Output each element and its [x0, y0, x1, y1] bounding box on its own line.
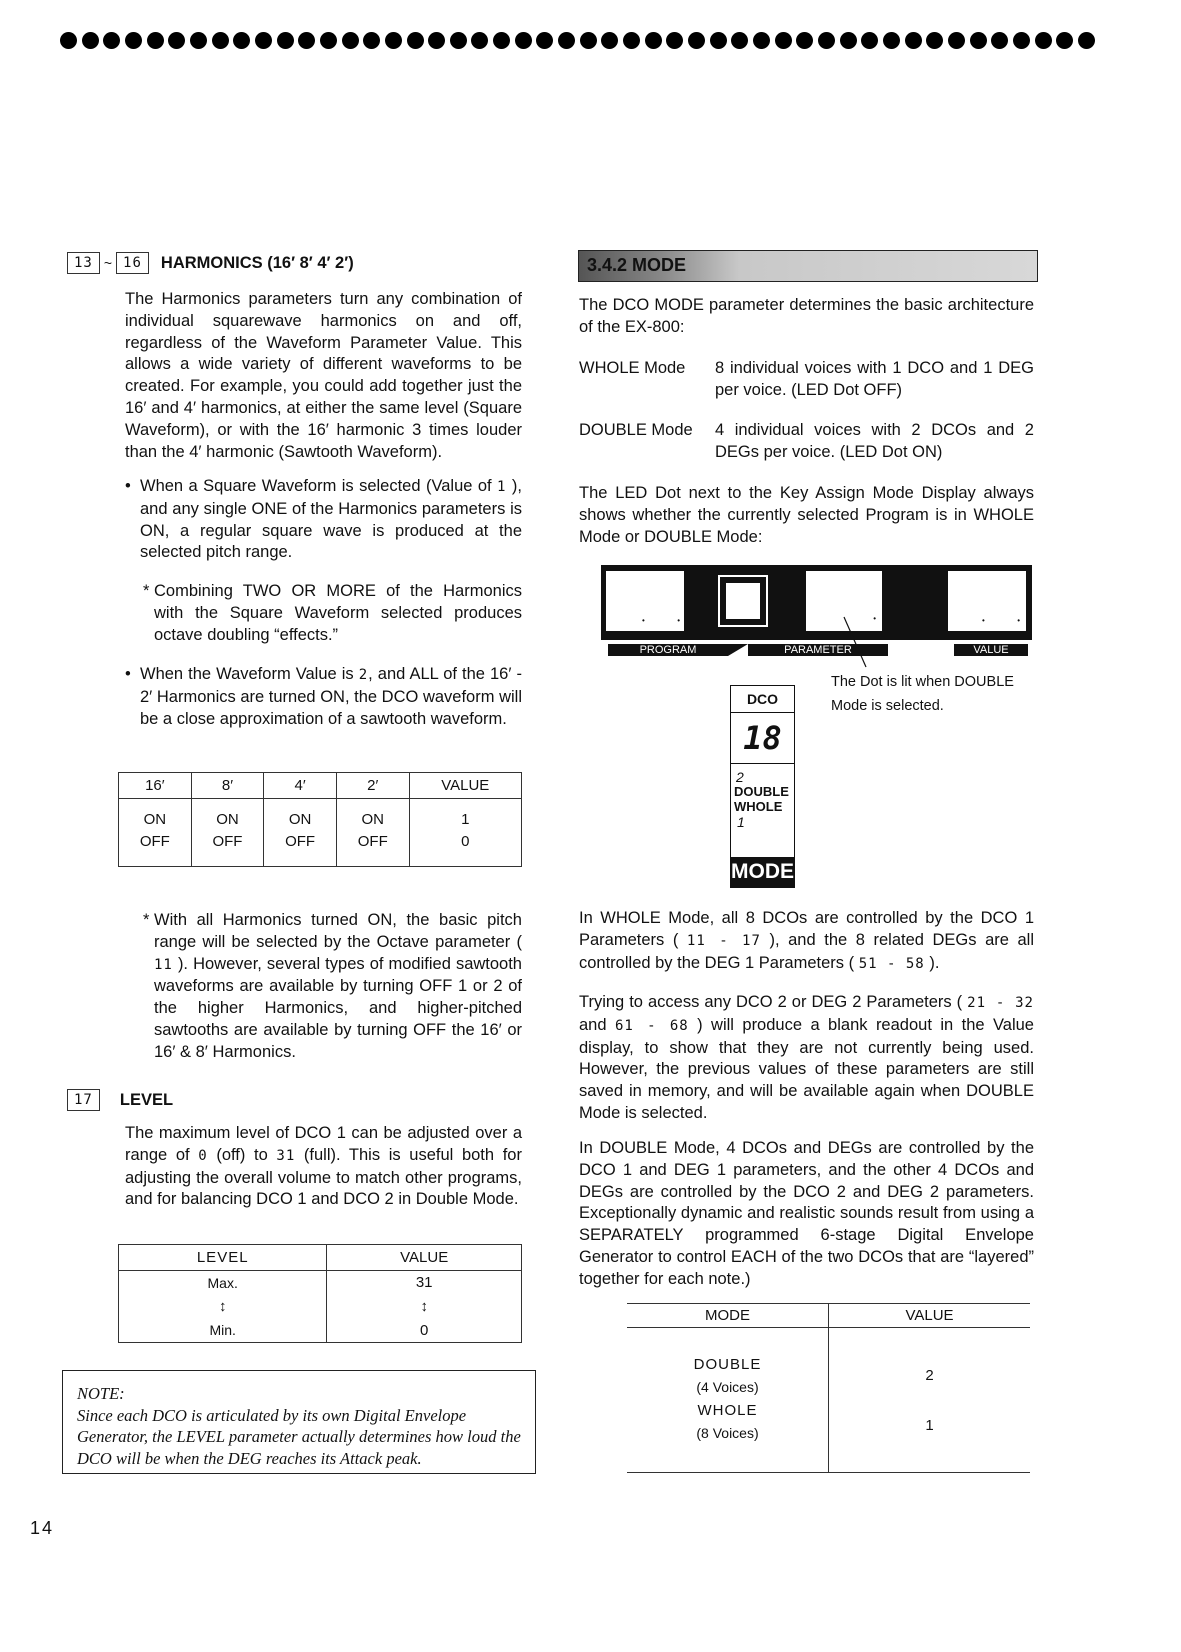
- range-tilde: ~: [103, 255, 113, 271]
- note-box: [62, 1370, 536, 1474]
- seg-value: 21 - 32: [967, 995, 1034, 1011]
- mode-intro: The DCO MODE parameter determines the basic architecture of the EX-800:: [579, 296, 1034, 336]
- border-dot: [926, 32, 943, 49]
- border-dot: [883, 32, 900, 49]
- table-row: Max. 31: [119, 1271, 522, 1295]
- seg-value: 2: [358, 667, 369, 683]
- note-label: NOTE:: [77, 1384, 125, 1403]
- border-dot: [861, 32, 878, 49]
- border-dot: [796, 32, 813, 49]
- double-value: 2: [736, 769, 744, 785]
- border-dot: [948, 32, 965, 49]
- level-paragraph: The maximum level of DCO 1 can be adjusted over a range of 0 (off) to 31 (full). This is useful both for adjusting the overall volume to match other programs, and for balancing DCO 1 and DCO 2 in Double Mode.: [125, 1124, 522, 1209]
- border-dot: [558, 32, 575, 49]
- border-dot: [601, 32, 618, 49]
- border-dot: [1035, 32, 1052, 49]
- note-paragraph: * With all Harmonics turned ON, the basic pitch range will be selected by the Octave parameter ( 11 ). However, several types of modified sawtooth waveforms are available by turning OFF 1 or 2 of the higher Harmonics, and higher-pitched sawtooths are available by turning OFF the 16′ or 16′ & 8′ Harmonics.: [143, 911, 522, 1061]
- table-header: 2′: [336, 773, 409, 799]
- border-dot: [1078, 32, 1095, 49]
- dco-number: 18: [731, 713, 794, 764]
- harmonics-table: [118, 772, 522, 867]
- border-dot: [147, 32, 164, 49]
- border-dot: [775, 32, 792, 49]
- border-dot: [342, 32, 359, 49]
- table-header: 4′: [264, 773, 337, 799]
- border-dot: [255, 32, 272, 49]
- table-header: VALUE: [905, 1307, 954, 1324]
- seg-value: 61 - 68: [614, 1017, 689, 1034]
- border-dot: [320, 32, 337, 49]
- panel-caption: The Dot is lit when DOUBLE Mode is selected.: [831, 674, 1014, 714]
- level-heading: [67, 1089, 173, 1111]
- table-row: OFF OFF OFF OFF 0: [119, 829, 522, 867]
- border-dot: [233, 32, 250, 49]
- border-dot: [688, 32, 705, 49]
- border-dot: [493, 32, 510, 49]
- border-dot: [666, 32, 683, 49]
- harmonics-paragraph: The Harmonics parameters turn any combination of individual squarewave harmonics on and off, regardless of the Waveform Parameter Value. This allows a wide variety of different waveforms to be created. For example, you could add together just the 16′ and 4′ harmonics, at either the same level (Square Waveform), or with the 16′ harmonic 3 times louder than the 4′ harmonic (Sawtooth Waveform).: [125, 290, 522, 461]
- double-label: DOUBLE: [734, 784, 789, 799]
- access-paragraph: Trying to access any DCO 2 or DEG 2 Parameters ( 21 - 32 and 61 - 68 ) will produce a blank readout in the Value display, to show that they are not currently being used. However, the previous values of these parameters are still saved in memory, and will be available again when DOUBLE Mode is selected.: [579, 993, 1034, 1122]
- harmonics-heading: [67, 252, 354, 274]
- value-label: VALUE: [954, 644, 1028, 656]
- whole-value: 1: [737, 814, 745, 830]
- param-box: 17: [67, 1089, 100, 1111]
- table-header: MODE: [705, 1307, 750, 1324]
- border-dot: [385, 32, 402, 49]
- border-dot: [536, 32, 553, 49]
- border-dot: [298, 32, 315, 49]
- section-header: 3.4.2 MODE: [587, 255, 687, 275]
- border-dot: [428, 32, 445, 49]
- table-header: LEVEL: [119, 1245, 327, 1271]
- mode-table: [627, 1303, 1030, 1473]
- border-dot: [60, 32, 77, 49]
- table-row: DOUBLE (4 Voices) WHOLE (8 Voices): [693, 1356, 762, 1441]
- parameter-display: •: [806, 571, 882, 631]
- led-paragraph: The LED Dot next to the Key Assign Mode Display always shows whether the currently selected Program is in WHOLE Mode or DOUBLE Mode:: [579, 484, 1034, 546]
- seg-value: 31: [276, 1147, 296, 1164]
- border-dot: [363, 32, 380, 49]
- border-dot: [190, 32, 207, 49]
- dco-label: DCO: [731, 686, 794, 713]
- table-row: ON ON ON ON 1: [119, 799, 522, 829]
- border-dot: [840, 32, 857, 49]
- border-dot: [212, 32, 229, 49]
- mode-definition-whole: WHOLE Mode 8 individual voices with 1 DCO and 1 DEG per voice. (LED Dot OFF): [579, 359, 1034, 399]
- level-table: [118, 1244, 522, 1343]
- seg-value: 51 - 58: [858, 955, 925, 972]
- border-dot: [82, 32, 99, 49]
- section-title: HARMONICS (16′ 8′ 4′ 2′): [160, 253, 354, 272]
- border-dot: [1056, 32, 1073, 49]
- border-dot: [168, 32, 185, 49]
- page-number: 14: [30, 1518, 55, 1538]
- border-dot: [645, 32, 662, 49]
- seg-value: 11 - 17: [686, 932, 761, 949]
- front-panel: [601, 565, 1032, 640]
- border-dot: [407, 32, 424, 49]
- panel-label-strip: [608, 644, 1028, 658]
- border-dot: [471, 32, 488, 49]
- note-text: Since each DCO is articulated by its own Digital Envelope Generator, the LEVEL parameter actually determines how loud the DCO will be when the DEG reaches its Attack peak.: [77, 1405, 521, 1468]
- table-header: VALUE: [327, 1245, 522, 1271]
- border-dot: [970, 32, 987, 49]
- mode-key: [730, 685, 795, 888]
- section-header-bar: [578, 250, 1038, 282]
- whole-mode-paragraph: In WHOLE Mode, all 8 DCOs are controlled by the DCO 1 Parameters ( 11 - 17 ), and the 8 related DEGs are all controlled by the DEG 1 Parameters ( 51 - 58 ).: [579, 909, 1034, 972]
- table-row: ↕ ↕: [119, 1295, 522, 1319]
- bullet-paragraph: • When a Square Waveform is selected (Value of 1 ), and any single ONE of the Harmonics parameters is ON, a regular square wave is produced at the selected pitch range.: [125, 477, 522, 562]
- value-display: • •: [948, 571, 1026, 631]
- border-dot: [103, 32, 120, 49]
- border-dot: [450, 32, 467, 49]
- mode-definition-double: DOUBLE Mode 4 individual voices with 2 DCOs and 2 DEGs per voice. (LED Dot ON): [579, 421, 1034, 461]
- double-mode-paragraph: In DOUBLE Mode, 4 DCOs and DEGs are controlled by the DCO 1 and DEG 1 parameters, and the other 4 DCOs and DEGs are controlled by the DCO 2 and DEG 2 parameters. Exceptionally dynamic and realistic sounds result from using a SEPARATELY programmed 6-stage Digital Envelope Generator to control EACH of the two DCOs that are “layered” together for each note.): [579, 1139, 1034, 1288]
- border-dot: [277, 32, 294, 49]
- led-display: [718, 575, 768, 627]
- table-header: 8′: [191, 773, 264, 799]
- param-box: 16: [116, 252, 149, 274]
- table-row: Min. 0: [119, 1319, 522, 1343]
- border-dot: [580, 32, 597, 49]
- callout-line: [840, 615, 870, 670]
- dot-border: [60, 32, 1095, 49]
- seg-value: 1: [497, 479, 507, 495]
- parameter-label: PARAMETER: [748, 644, 888, 656]
- seg-value: 11: [154, 956, 173, 973]
- param-box: 13: [67, 252, 100, 274]
- border-dot: [818, 32, 835, 49]
- border-dot: [753, 32, 770, 49]
- border-dot: [905, 32, 922, 49]
- section-title: LEVEL: [119, 1090, 174, 1109]
- border-dot: [731, 32, 748, 49]
- border-dot: [623, 32, 640, 49]
- table-cell: 1: [925, 1417, 934, 1434]
- program-display: • •: [606, 571, 684, 631]
- border-dot: [515, 32, 532, 49]
- border-dot: [991, 32, 1008, 49]
- table-header: 16′: [119, 773, 192, 799]
- table-cell: 2: [925, 1367, 934, 1384]
- border-dot: [710, 32, 727, 49]
- program-label: PROGRAM: [608, 644, 728, 656]
- note-paragraph: * Combining TWO OR MORE of the Harmonics with the Square Waveform selected produces octave doubling “effects.”: [143, 582, 522, 644]
- border-dot: [1013, 32, 1030, 49]
- mode-label: MODE: [731, 857, 794, 887]
- seg-value: 0: [198, 1147, 208, 1164]
- table-header: VALUE: [409, 773, 521, 799]
- border-dot: [125, 32, 142, 49]
- bullet-paragraph: • When the Waveform Value is 2, and ALL of the 16′ - 2′ Harmonics are turned ON, the DCO waveform will be a close approximation of a sawtooth waveform.: [125, 665, 522, 728]
- whole-label: WHOLE: [734, 799, 783, 814]
